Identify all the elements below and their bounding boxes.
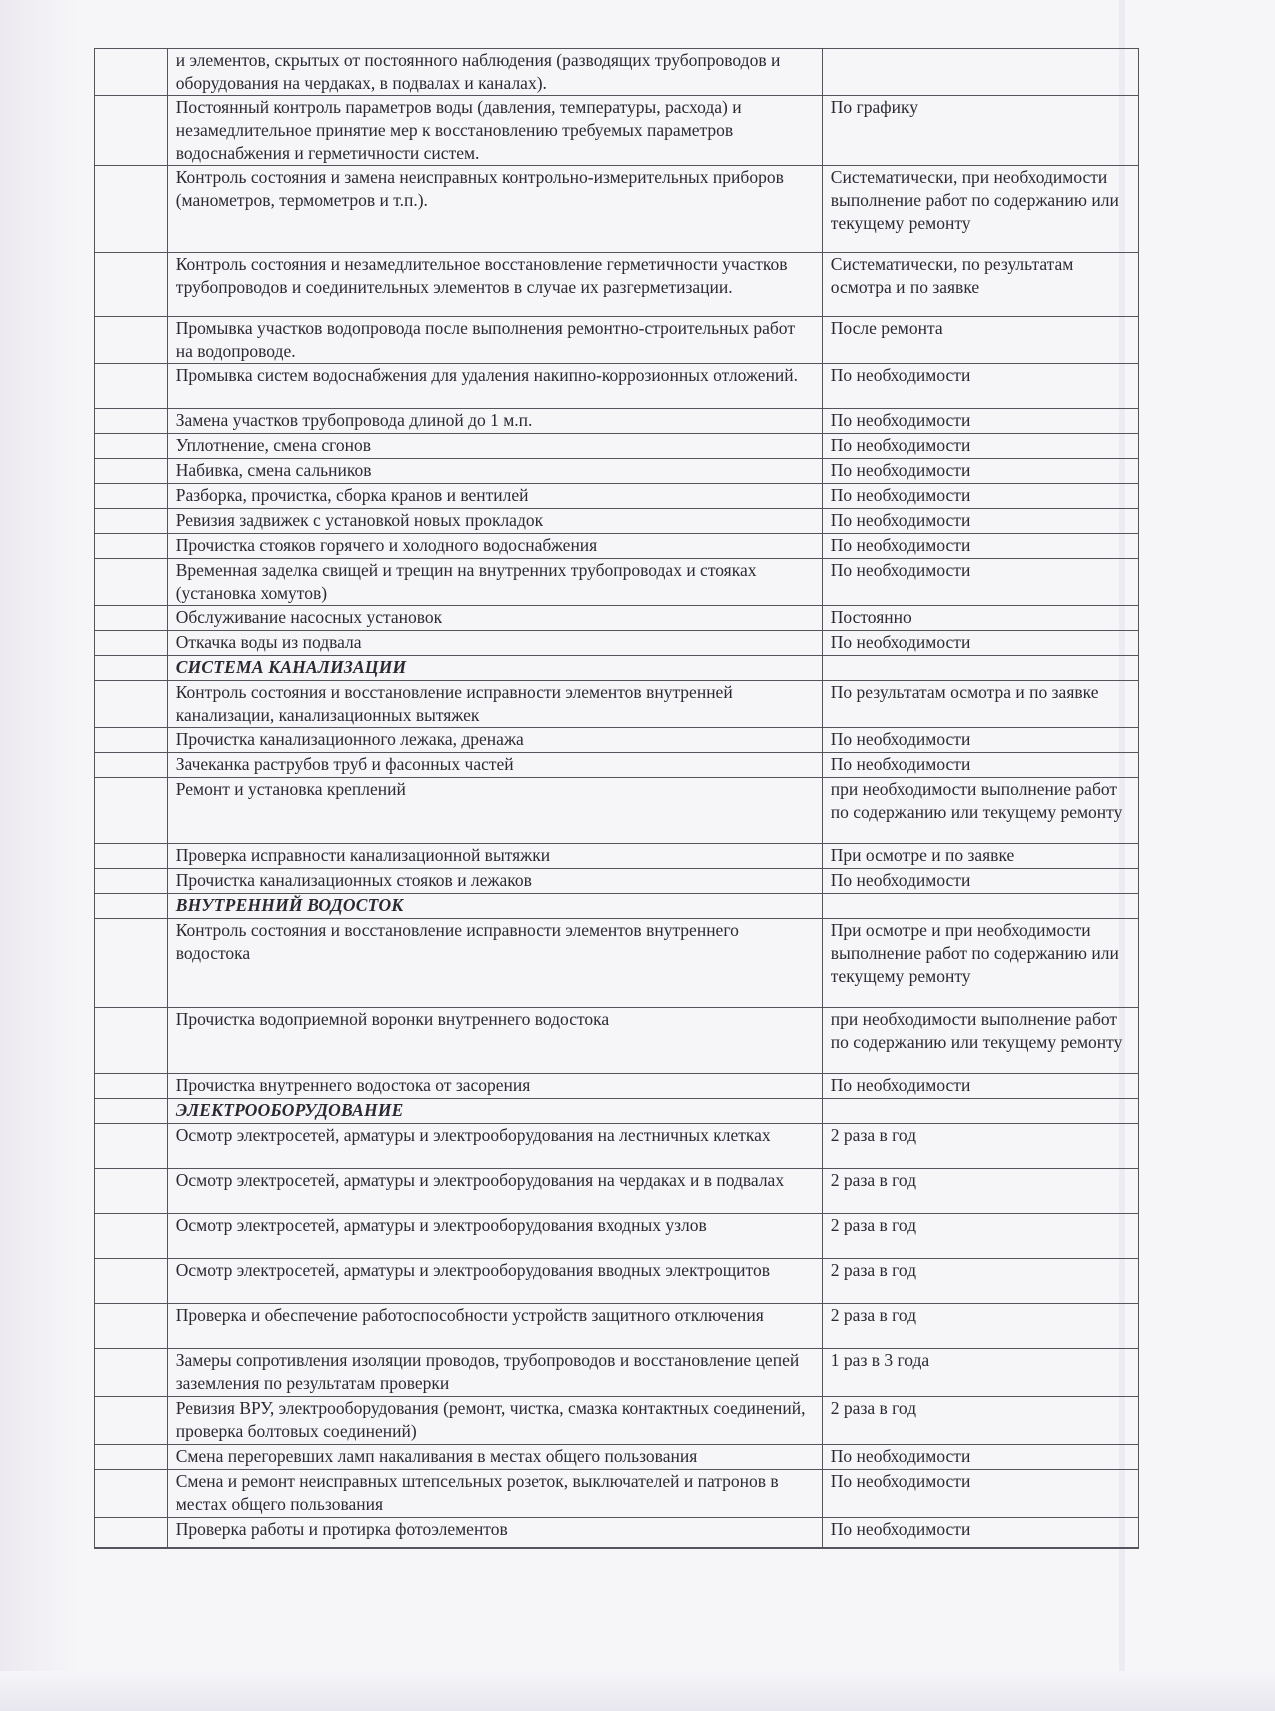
- frequency-cell: [822, 49, 1138, 96]
- table-row: [95, 409, 1139, 434]
- number-cell: [95, 1470, 168, 1518]
- frequency-cell: 2 раза в год: [822, 1304, 1138, 1349]
- work-description: Промывка систем водоснабжения для удаления накипно-коррозионных отложений.: [167, 364, 822, 409]
- number-cell: [95, 1214, 168, 1259]
- table-row: [95, 1214, 1139, 1259]
- number-cell: [95, 166, 168, 253]
- number-cell: [95, 869, 168, 894]
- section-row: [95, 1099, 1139, 1124]
- number-cell: [95, 509, 168, 534]
- work-description: Осмотр электросетей, арматуры и электрооборудования на чердаках и в подвалах: [167, 1169, 822, 1214]
- number-cell: [95, 1304, 168, 1349]
- table-row: [95, 1008, 1139, 1074]
- work-description: Контроль состояния и восстановление исправности элементов внутренней канализации, канализационных вытяжек: [167, 681, 822, 728]
- work-description: Набивка, смена сальников: [167, 459, 822, 484]
- section-heading: ВНУТРЕННИЙ ВОДОСТОК: [167, 894, 822, 919]
- number-cell: [95, 559, 168, 606]
- section-heading: ЭЛЕКТРООБОРУДОВАНИЕ: [167, 1099, 822, 1124]
- frequency-cell: По необходимости: [822, 1074, 1138, 1099]
- table-row: [95, 681, 1139, 728]
- number-cell: [95, 1349, 168, 1397]
- frequency-cell: По необходимости: [822, 753, 1138, 778]
- table-row: [95, 631, 1139, 656]
- work-description: Ревизия ВРУ, электрооборудования (ремонт, чистка, смазка контактных соединений, проверка болтовых соединений): [167, 1397, 822, 1445]
- frequency-cell: По необходимости: [822, 559, 1138, 606]
- table-row: [95, 317, 1139, 364]
- work-description: Осмотр электросетей, арматуры и электрооборудования на лестничных клетках: [167, 1124, 822, 1169]
- frequency-cell: При осмотре и при необходимости выполнение работ по содержанию или текущему ремонту: [822, 919, 1138, 1008]
- work-description: Смена и ремонт неисправных штепсельных розеток, выключателей и патронов в местах общего пользования: [167, 1470, 822, 1518]
- number-cell: [95, 96, 168, 166]
- number-cell: [95, 1124, 168, 1169]
- table-row: [95, 49, 1139, 96]
- work-description: Осмотр электросетей, арматуры и электрооборудования входных узлов: [167, 1214, 822, 1259]
- frequency-cell: По необходимости: [822, 484, 1138, 509]
- number-cell: [95, 1074, 168, 1099]
- frequency-cell: По необходимости: [822, 509, 1138, 534]
- frequency-cell: при необходимости выполнение работ по содержанию или текущему ремонту: [822, 778, 1138, 844]
- section-row: [95, 894, 1139, 919]
- frequency-cell: По необходимости: [822, 409, 1138, 434]
- frequency-cell: При осмотре и по заявке: [822, 844, 1138, 869]
- table-row: [95, 166, 1139, 253]
- work-description: Проверка работы и протирка фотоэлементов: [167, 1518, 822, 1548]
- table-row: [95, 459, 1139, 484]
- work-description: Прочистка канализационных стояков и лежаков: [167, 869, 822, 894]
- work-description: Прочистка внутреннего водостока от засорения: [167, 1074, 822, 1099]
- work-description: Уплотнение, смена сгонов: [167, 434, 822, 459]
- frequency-cell: По необходимости: [822, 869, 1138, 894]
- number-cell: [95, 1169, 168, 1214]
- frequency-cell: [822, 894, 1138, 919]
- table-row: [95, 1518, 1139, 1548]
- frequency-cell: После ремонта: [822, 317, 1138, 364]
- table-row: [95, 1397, 1139, 1445]
- number-cell: [95, 409, 168, 434]
- table-row: [95, 1124, 1139, 1169]
- table-row: [95, 778, 1139, 844]
- frequency-cell: 2 раза в год: [822, 1259, 1138, 1304]
- number-cell: [95, 919, 168, 1008]
- table-row: [95, 606, 1139, 631]
- table-row: [95, 1349, 1139, 1397]
- table-row: [95, 1169, 1139, 1214]
- number-cell: [95, 434, 168, 459]
- table-row: [95, 1470, 1139, 1518]
- work-description: и элементов, скрытых от постоянного наблюдения (разводящих трубопроводов и оборудования на чердаках, в подвалах и каналах).: [167, 49, 822, 96]
- number-cell: [95, 656, 168, 681]
- work-description: Замеры сопротивления изоляции проводов, трубопроводов и восстановление цепей заземления по результатам проверки: [167, 1349, 822, 1397]
- number-cell: [95, 681, 168, 728]
- number-cell: [95, 364, 168, 409]
- work-description: Замена участков трубопровода длиной до 1 м.п.: [167, 409, 822, 434]
- frequency-cell: По необходимости: [822, 434, 1138, 459]
- table-row: [95, 534, 1139, 559]
- work-description: Разборка, прочистка, сборка кранов и вентилей: [167, 484, 822, 509]
- frequency-cell: По необходимости: [822, 364, 1138, 409]
- work-description: Контроль состояния и незамедлительное восстановление герметичности участков трубопроводов и соединительных элементов в случае их разгерметизации.: [167, 253, 822, 317]
- frequency-cell: [822, 1099, 1138, 1124]
- frequency-cell: По необходимости: [822, 631, 1138, 656]
- table-row: [95, 1445, 1139, 1470]
- frequency-cell: Систематически, при необходимости выполнение работ по содержанию или текущему ремонту: [822, 166, 1138, 253]
- section-row: [95, 656, 1139, 681]
- table-row: [95, 728, 1139, 753]
- frequency-cell: 2 раза в год: [822, 1214, 1138, 1259]
- table-row: [95, 1259, 1139, 1304]
- work-description: Контроль состояния и восстановление исправности элементов внутреннего водостока: [167, 919, 822, 1008]
- work-description: Ревизия задвижек с установкой новых прокладок: [167, 509, 822, 534]
- number-cell: [95, 253, 168, 317]
- frequency-cell: По необходимости: [822, 534, 1138, 559]
- work-description: Проверка исправности канализационной вытяжки: [167, 844, 822, 869]
- table-row: [95, 509, 1139, 534]
- table-row: [95, 434, 1139, 459]
- work-description: Проверка и обеспечение работоспособности устройств защитного отключения: [167, 1304, 822, 1349]
- table-row: [95, 1074, 1139, 1099]
- table-row: [95, 559, 1139, 606]
- number-cell: [95, 728, 168, 753]
- number-cell: [95, 49, 168, 96]
- number-cell: [95, 1445, 168, 1470]
- table-row: [95, 96, 1139, 166]
- table-row: [95, 253, 1139, 317]
- table-row: [95, 364, 1139, 409]
- work-description: Откачка воды из подвала: [167, 631, 822, 656]
- maintenance-schedule-table: [94, 48, 1139, 1549]
- section-heading: СИСТЕМА КАНАЛИЗАЦИИ: [167, 656, 822, 681]
- work-description: Временная заделка свищей и трещин на внутренних трубопроводах и стояках (установка хомутов): [167, 559, 822, 606]
- table-row: [95, 919, 1139, 1008]
- frequency-cell: [822, 656, 1138, 681]
- work-description: Осмотр электросетей, арматуры и электрооборудования вводных электрощитов: [167, 1259, 822, 1304]
- work-description: Постоянный контроль параметров воды (давления, температуры, расхода) и незамедлительное принятие мер к восстановлению требуемых параметров водоснабжения и герметичности систем.: [167, 96, 822, 166]
- frequency-cell: По необходимости: [822, 728, 1138, 753]
- frequency-cell: По необходимости: [822, 1518, 1138, 1548]
- number-cell: [95, 844, 168, 869]
- frequency-cell: По результатам осмотра и по заявке: [822, 681, 1138, 728]
- work-description: Прочистка водоприемной воронки внутреннего водостока: [167, 1008, 822, 1074]
- number-cell: [95, 1397, 168, 1445]
- frequency-cell: 2 раза в год: [822, 1397, 1138, 1445]
- work-description: Зачеканка раструбов труб и фасонных частей: [167, 753, 822, 778]
- work-description: Прочистка канализационного лежака, дренажа: [167, 728, 822, 753]
- number-cell: [95, 459, 168, 484]
- number-cell: [95, 894, 168, 919]
- table-row: [95, 484, 1139, 509]
- work-description: Обслуживание насосных установок: [167, 606, 822, 631]
- frequency-cell: По графику: [822, 96, 1138, 166]
- number-cell: [95, 753, 168, 778]
- frequency-cell: 2 раза в год: [822, 1169, 1138, 1214]
- work-description: Прочистка стояков горячего и холодного водоснабжения: [167, 534, 822, 559]
- frequency-cell: 1 раз в 3 года: [822, 1349, 1138, 1397]
- number-cell: [95, 484, 168, 509]
- number-cell: [95, 1518, 168, 1548]
- frequency-cell: 2 раза в год: [822, 1124, 1138, 1169]
- number-cell: [95, 1099, 168, 1124]
- table-row: [95, 1304, 1139, 1349]
- work-description: Контроль состояния и замена неисправных контрольно-измерительных приборов (манометров, термометров и т.п.).: [167, 166, 822, 253]
- table-row: [95, 753, 1139, 778]
- number-cell: [95, 1259, 168, 1304]
- frequency-cell: По необходимости: [822, 459, 1138, 484]
- work-description: Смена перегоревших ламп накаливания в местах общего пользования: [167, 1445, 822, 1470]
- frequency-cell: Постоянно: [822, 606, 1138, 631]
- work-description: Ремонт и установка креплений: [167, 778, 822, 844]
- table-body: [95, 49, 1139, 1548]
- table-row: [95, 869, 1139, 894]
- number-cell: [95, 317, 168, 364]
- number-cell: [95, 606, 168, 631]
- frequency-cell: По необходимости: [822, 1470, 1138, 1518]
- work-description: Промывка участков водопровода после выполнения ремонтно-строительных работ на водопроводе.: [167, 317, 822, 364]
- number-cell: [95, 534, 168, 559]
- page-edge-shadow: [0, 0, 80, 1711]
- frequency-cell: Систематически, по результатам осмотра и по заявке: [822, 253, 1138, 317]
- number-cell: [95, 1008, 168, 1074]
- frequency-cell: По необходимости: [822, 1445, 1138, 1470]
- page-bottom-edge: [0, 1671, 1275, 1711]
- number-cell: [95, 631, 168, 656]
- number-cell: [95, 778, 168, 844]
- frequency-cell: при необходимости выполнение работ по содержанию или текущему ремонту: [822, 1008, 1138, 1074]
- table-row: [95, 844, 1139, 869]
